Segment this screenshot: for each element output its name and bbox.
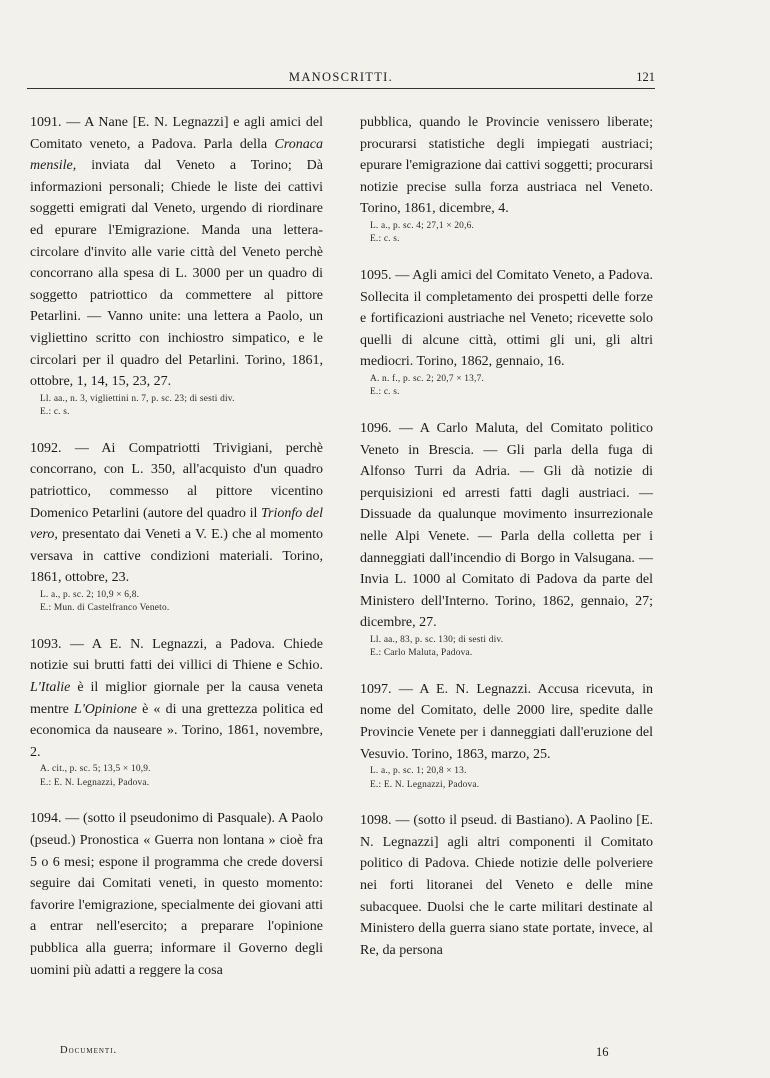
running-title: MANOSCRITTI. (288, 70, 394, 84)
archival-note: Ll. aa., 83, p. sc. 130; di sesti div. (370, 634, 504, 645)
archival-note: E.: Carlo Maluta, Padova. (370, 648, 473, 659)
italic-title: L'Opinione (74, 701, 137, 717)
archival-note: E.: c. s. (370, 387, 400, 398)
page-number: 121 (636, 70, 655, 84)
entry-number: 1094. (30, 811, 62, 827)
entry-number: 1095. (360, 267, 392, 283)
signature-number: 16 (596, 1045, 609, 1059)
left-column (30, 112, 323, 999)
archival-note: E.: Mun. di Castelfranco Veneto. (40, 603, 170, 614)
entry-number: 1096. (360, 420, 392, 436)
entry-number: 1091. (30, 115, 62, 130)
entry-1095 (360, 265, 653, 400)
entry-1092 (30, 438, 323, 616)
italic-title: Trionfo del vero, (30, 505, 323, 543)
archival-note: E.: E. N. Legnazzi, Padova. (370, 779, 480, 790)
entry-number: 1098. (360, 813, 392, 829)
archival-note: E.: c. s. (370, 234, 400, 245)
right-column (360, 112, 653, 979)
entry-text: 1096. — A Carlo Maluta, del Comitato politico Veneto in Brescia. — Gli parla della fuga di Alfonso Turri da Adria. — Gli dà notizie di perquisizioni ed arresti fatti dagli austriaci. — Dissuade da qualunque movimento insurrezionale nelle Alpi Venete. — Parla della colletta per i danneggiati dall'incendio di Borgo in Valsugana. — Invia L. 1000 al Comitato di Padova da parte del Ministero dell'Interno. Torino, 1862, gennaio, 27; dicembre, 27. (360, 420, 653, 631)
entry-text: 1093. — A E. N. Legnazzi, a Padova. Chiede notizie sui brutti fatti dei villici di Thiene e Schio. L'Italie è il miglior giornale per la causa veneta mentre L'Opinione è « di una grettezza politica ed economica da nauseare ». Torino, 1861, novembre, 2. (30, 636, 324, 760)
page-header (27, 66, 655, 89)
entry-1094 (30, 808, 323, 981)
entry-number: 1093. (30, 636, 62, 652)
archival-note: L. a., p. sc. 4; 27,1 × 20,6. (370, 220, 475, 231)
archival-note: A. n. f., p. sc. 2; 20,7 × 13,7. (370, 373, 485, 384)
italic-title: Cronaca mensile, (30, 136, 323, 174)
entry-text: 1091. — A Nane [E. N. Legnazzi] e agli amici del Comitato veneto, a Padova. Parla della Cronaca mensile, inviata dal Veneto a Torino; Dà informazioni personali; Chiede le liste dei cattivi soggetti emigrati dal Veneto, urgendo di riordinare ed epurare l'Emigrazione. Manda una lettera-circolare d'invito alle varie città del Veneto perchè concorrano alla spesa di L. 3000 per un quadro di soggetto patriottico da commettere al pittore Petarlini. — Vanno unite: una lettera a Paolo, un vigliettino scritto con inchiostro simpatico, e le circolari per il quadro del Petarlini. Torino, 1861, ottobre, 1, 14, 15, 23, 27. (30, 115, 323, 390)
archival-note: L. a., p. sc. 2; 10,9 × 6,8. (40, 589, 140, 600)
entry-number: 1092. (30, 440, 62, 456)
entry-1093 (30, 634, 323, 791)
archival-note: A. cit., p. sc. 5; 13,5 × 10,9. (40, 764, 151, 775)
entry-text: pubblica, quando le Provincie venissero liberate; procurarsi statistiche degli impiegati austriaci; epurare l'emigrazione dai cattivi soggetti; procurarsi notizie precise sulla forza austriaca nel Veneto. Torino, 1861, dicembre, 4. (360, 115, 653, 217)
entry-text: 1098. — (sotto il pseud. di Bastiano). A Paolino [E. N. Legnazzi] agli altri componenti il Comitato politico di Padova. Chiede notizie delle polveriere nei forti litoranei del Veneto e delle mine subacquee. Duolsi che le carte militari destinate al Ministero della guerra siano state portate, invece, al Re, da persona (360, 813, 653, 958)
italic-title: L'Italie (30, 680, 71, 696)
entry-1096 (360, 418, 653, 661)
archival-note: Ll. aa., n. 3, vigliettini n. 7, p. sc. 23; di sesti div. (40, 393, 235, 404)
entry-number: 1097. (360, 681, 392, 697)
entry-1098 (360, 810, 653, 961)
entry-1094-continued (360, 112, 653, 247)
entry-1091 (30, 112, 323, 420)
archival-note: L. a., p. sc. 1; 20,8 × 13. (370, 766, 467, 777)
entry-text: 1095. — Agli amici del Comitato Veneto, a Padova. Sollecita il completamento dei prospetti delle forze e fortificazioni austriache nel Veneto; ricevette solo quelli di alcune città, ottimi gli uni, gli altri mediocri. Torino, 1862, gennaio, 16. (360, 267, 653, 370)
entry-1097 (360, 679, 653, 792)
entry-text: 1092. — Ai Compatriotti Trivigiani, perchè concorrano, con L. 350, all'acquisto d'un quadro patriottico, commesso al pittore vicentino Domenico Petarlini (autore del quadro il Trionfo del vero, presentato dai Veneti a V. E.) che al momento versava in cattive condizioni materiali. Torino, 1861, ottobre, 23. (30, 440, 323, 586)
signature-mark: Documenti. (60, 1045, 118, 1056)
archival-note: E.: c. s. (40, 407, 70, 418)
entry-text: 1094. — (sotto il pseudonimo di Pasquale). A Paolo (pseud.) Pronostica « Guerra non lontana » cioè fra 5 o 6 mesi; espone il programma che crede doversi seguire dai Comitati veneti, in questo momento: favorire l'emigrazione, specialmente dei giovani atti a entrar nell'esercito; a preparare l'opinione pubblica alla guerra; informare il Governo degli uomini più adatti a reggere la cosa (30, 811, 323, 978)
entry-text: 1097. — A E. N. Legnazzi. Accusa ricevuta, in nome del Comitato, delle 2000 lire, spedite dalle Provincie Venete per i danneggiati dall'eruzione del Vesuvio. Torino, 1863, marzo, 25. (360, 681, 653, 762)
archival-note: E.: E. N. Legnazzi, Padova. (40, 777, 150, 788)
